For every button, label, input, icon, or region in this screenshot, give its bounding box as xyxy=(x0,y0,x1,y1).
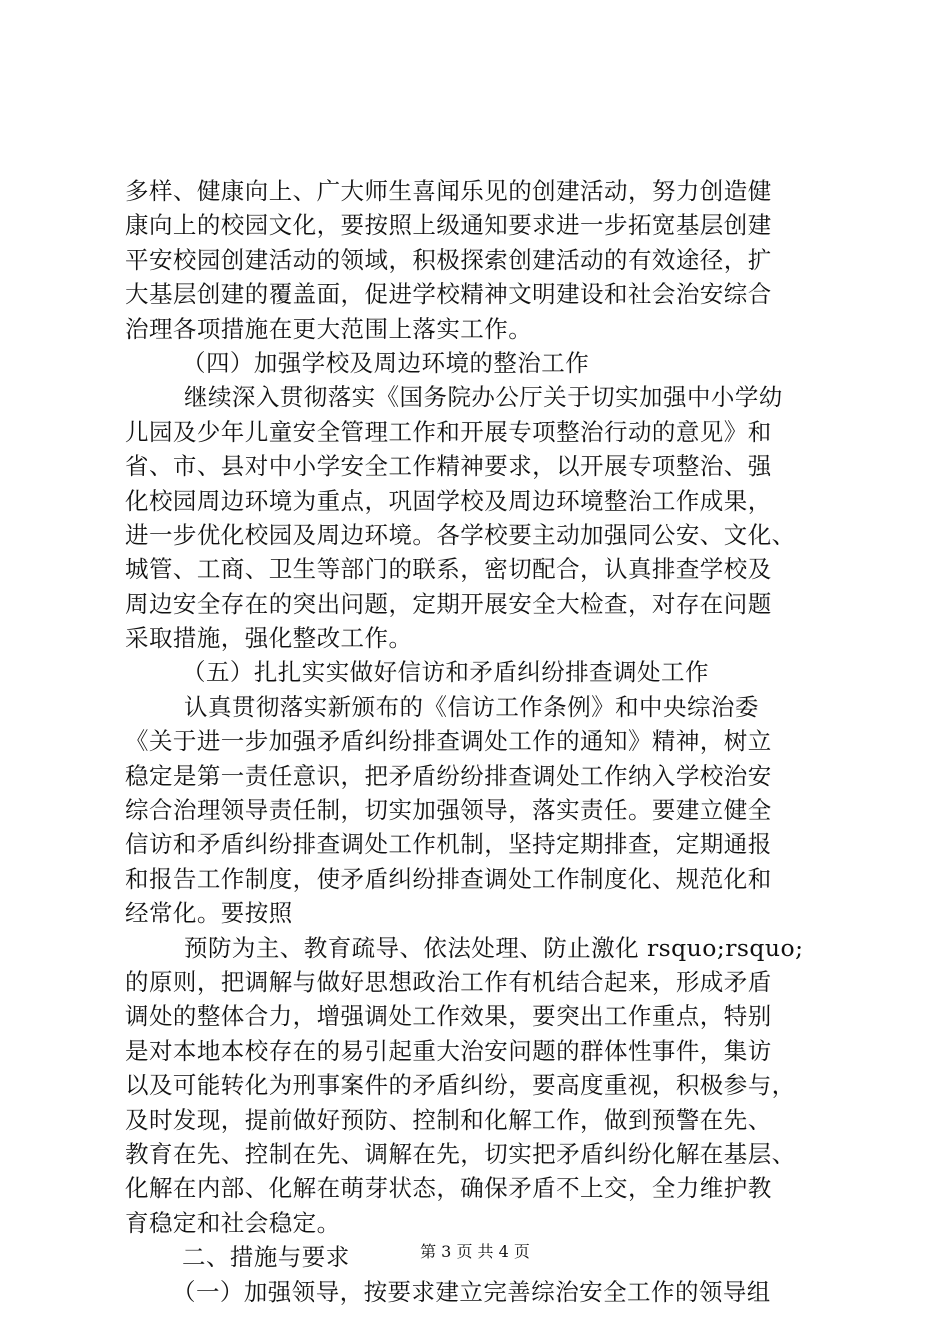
text-line: 育稳定和社会稳定。 xyxy=(125,1208,341,1237)
text-line: 大基层创建的覆盖面，促进学校精神文明建设和社会治安综合 xyxy=(125,280,772,309)
text-line: 调处的整体合力，增强调处工作效果，要突出工作重点，特别 xyxy=(125,1002,772,1031)
page-total: 共 4 页 xyxy=(477,1242,530,1261)
text-line: 儿园及少年儿童安全管理工作和开展专项整治行动的意见》和 xyxy=(125,417,772,446)
text-line: 教育在先、控制在先、调解在先，切实把矛盾纠纷化解在基层、 xyxy=(125,1139,796,1168)
section-heading: 二、措施与要求 xyxy=(182,1243,350,1272)
text-line: 信访和矛盾纠纷排查调处工作机制，坚持定期排查，定期通报 xyxy=(125,830,772,859)
text-line: 多样、健康向上、广大师生喜闻乐见的创建活动，努力创造健 xyxy=(125,177,772,205)
page-footer xyxy=(0,1242,950,1262)
text-line: 化解在内部、化解在萌芽状态，确保矛盾不上交，全力维护教 xyxy=(125,1174,772,1203)
text-line: 及时发现，提前做好预防、控制和化解工作，做到预警在先、 xyxy=(125,1105,772,1134)
paragraph-start-line: 认真贯彻落实新颁布的《信访工作条例》和中央综治委 xyxy=(184,692,759,721)
text-line: 以及可能转化为刑事案件的矛盾纠纷，要高度重视，积极参与， xyxy=(125,1071,796,1100)
text-line: 周边安全存在的突出问题，定期开展安全大检查，对存在问题 xyxy=(125,589,772,618)
text-line: 省、市、县对中小学安全工作精神要求，以开展专项整治、强 xyxy=(125,452,772,481)
text-line: 平安校园创建活动的领域，积极探索创建活动的有效途径，扩 xyxy=(125,245,772,274)
section-heading: （四）加强学校及周边环境的整治工作 xyxy=(182,348,590,377)
section-heading: （五）扎扎实实做好信访和矛盾纠纷排查调处工作 xyxy=(182,658,709,687)
text-line: 的原则，把调解与做好思想政治工作有机结合起来，形成矛盾 xyxy=(125,967,772,996)
text-line: 《关于进一步加强矛盾纠纷排查调处工作的通知》精神，树立 xyxy=(125,727,772,756)
text-line: 和报告工作制度，使矛盾纠纷排查调处工作制度化、规范化和 xyxy=(125,864,772,893)
paragraph-start-line: 预防为主、教育疏导、依法处理、防止激化 rsquo;rsquo; xyxy=(184,933,804,962)
body-text xyxy=(125,174,830,1309)
section-heading: （一）加强领导，按要求建立完善综治安全工作的领导组 xyxy=(172,1277,771,1306)
paragraph-start-line: 继续深入贯彻落实《国务院办公厅关于切实加强中小学幼 xyxy=(184,383,783,412)
text-line: 综合治理领导责任制，切实加强领导，落实责任。要建立健全 xyxy=(125,796,772,825)
text-line: 治理各项措施在更大范围上落实工作。 xyxy=(125,314,533,343)
text-line: 稳定是第一责任意识，把矛盾纷纷排查调处工作纳入学校治安 xyxy=(125,761,772,790)
text-line: 康向上的校园文化，要按照上级通知要求进一步拓宽基层创建 xyxy=(125,211,772,240)
text-line: 采取措施，强化整改工作。 xyxy=(125,624,413,653)
text-line: 是对本地本校存在的易引起重大治安问题的群体性事件，集访 xyxy=(125,1036,772,1065)
text-line: 经常化。要按照 xyxy=(125,899,293,928)
text-line: 化校园周边环境为重点，巩固学校及周边环境整治工作成果， xyxy=(125,486,772,515)
page-number: 第 3 页 xyxy=(420,1242,473,1261)
text-line: 城管、工商、卫生等部门的联系，密切配合，认真排查学校及 xyxy=(125,555,772,584)
text-line: 进一步优化校园及周边环境。各学校要主动加强同公安、文化、 xyxy=(125,520,796,549)
